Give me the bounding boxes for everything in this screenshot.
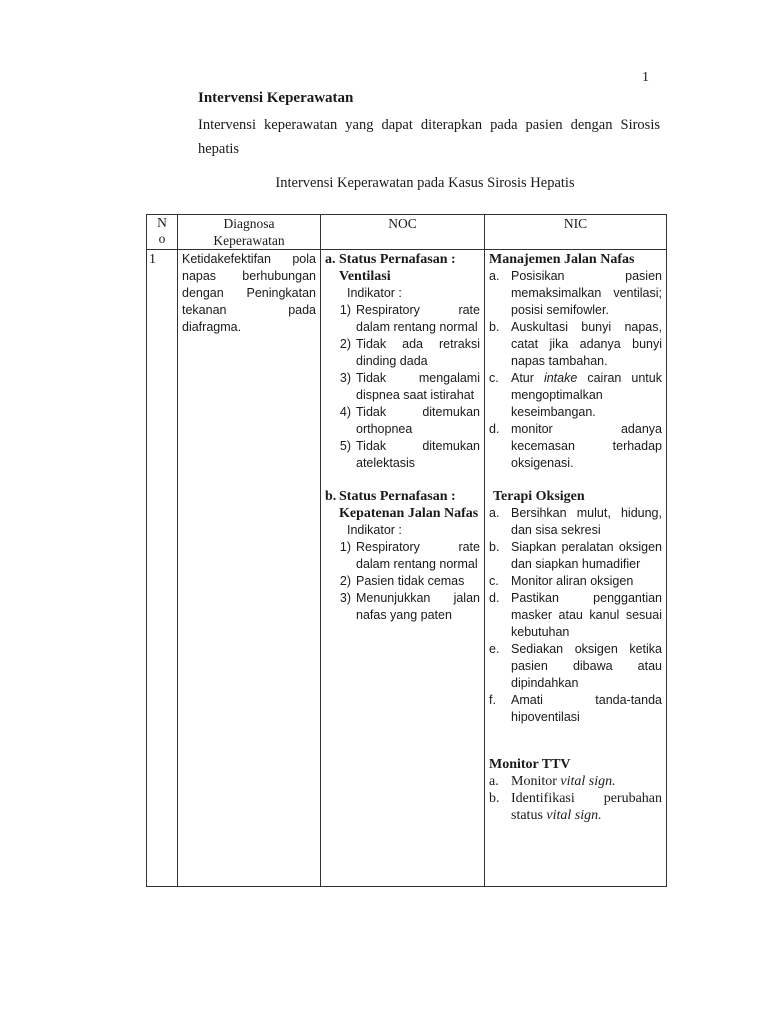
noc-a-indikator: Indikator : [347,286,402,300]
noc-a-item [325,438,480,472]
header-no [147,215,178,250]
list-item-text: Posisikan pasien memaksimalkan ventilasi; posisi semifowler. [511,269,662,317]
nic-section-2-list [489,505,662,726]
list-marker: b. [489,540,500,554]
list-marker: 1) [339,303,351,317]
diagnosa-cell: Ketidakefektifan pola napas berhubungan dengan Peningkatan tekanan pada diafragma. [178,250,321,887]
nic-section-3-title: Monitor TTV [489,757,571,772]
list-item-text: Bersihkan mulut, hidung, dan sisa sekresi [511,506,662,537]
noc-b-list [325,539,480,624]
header-diagnosa-line1: Diagnosa [223,216,275,231]
list-marker: a. [489,269,500,283]
list-item-text: Tidak ditemukan orthopnea [356,405,480,436]
list-item-text: Tidak mengalami dispnea saat istirahat [356,371,480,402]
nic-s2-item [489,692,662,726]
list-marker: 2) [339,574,351,588]
list-item-text: Tidak ada retraksi dinding dada [356,337,480,368]
nic-section-2-title: Terapi Oksigen [493,489,585,504]
list-marker: f. [489,693,496,707]
intervention-table [146,214,667,887]
list-item-text: Auskultasi bunyi napas, catat jika adanya bunyi napas tambahan. [511,320,662,368]
noc-a-item [325,404,480,438]
nic-section-1-list [489,268,662,472]
list-marker: 2) [339,337,351,351]
noc-section-b-title: b. Status Pernafasan : Kepatenan Jalan Nafas [325,489,479,521]
noc-a-list [325,302,480,472]
list-marker: 5) [339,439,351,453]
noc-b-indikator: Indikator : [347,523,402,537]
page-number: 1 [642,70,649,85]
section-heading: Intervensi Keperawatan [198,90,354,106]
list-item-text: Respiratory rate dalam rentang normal [356,540,480,571]
noc-b-item [325,590,480,624]
noc-a-item [325,370,480,404]
list-item-text: Siapkan peralatan oksigen dan siapkan humadifier [511,540,662,571]
table-header-row [147,215,667,250]
list-item-text: Identifikasi perubahan status vital sign. [511,791,662,823]
nic-s1-item [489,421,662,472]
list-marker: a. [489,774,499,789]
list-item-text: Monitor aliran oksigen [511,574,634,588]
list-marker: 3) [339,371,351,385]
header-nic: NIC [485,215,667,250]
noc-a-item [325,302,480,336]
list-marker: 1) [339,540,351,554]
noc-section-a-title: a. Status Pernafasan : Ventilasi [325,252,456,284]
list-marker: c. [489,371,499,385]
nic-s2-item [489,539,662,573]
list-item-text: Pasien tidak cemas [356,574,465,588]
header-noc: NOC [321,215,485,250]
list-item-text: Tidak ditemukan atelektasis [356,439,480,470]
nic-s1-item [489,370,662,421]
list-item-text: monitor adanya kecemasan terhadap oksigenasi. [511,422,662,470]
list-marker: c. [489,574,499,588]
list-marker: e. [489,642,500,656]
noc-b-item [325,539,480,573]
nic-s1-item [489,268,662,319]
nic-s3-item [489,790,662,824]
list-marker: b. [489,791,500,806]
list-marker: b. [489,320,500,334]
list-marker: a. [489,506,500,520]
list-item-text: Amati tanda-tanda hipoventilasi [511,693,662,724]
list-item-text: Pastikan penggantian masker atau kanul sesuai kebutuhan [511,591,662,639]
list-item-text: Sediakan oksigen ketika pasien dibawa atau dipindahkan [511,642,662,690]
nic-s2-item [489,505,662,539]
header-no-line2: o [158,231,166,246]
nic-s1-item [489,319,662,370]
list-item-text: Atur intake cairan untuk mengoptimalkan keseimbangan. [511,371,662,419]
list-item-text: Monitor vital sign. [511,774,616,789]
header-diagnosa [178,215,321,250]
header-no-line1: N [157,215,167,230]
nic-s3-item [489,773,662,790]
nic-section-3-list [489,773,662,824]
nic-cell [485,250,667,887]
intro-paragraph: Intervensi keperawatan yang dapat diterapkan pada pasien dengan Sirosis hepatis [198,117,660,157]
header-diagnosa-line2: Keperawatan [213,233,285,248]
noc-a-item [325,336,480,370]
nic-section-1-title: Manajemen Jalan Nafas [489,252,635,267]
table-row [147,250,667,887]
list-marker: 4) [339,405,351,419]
nic-s2-item [489,590,662,641]
table-caption: Intervensi Keperawatan pada Kasus Sirosis Hepatis [275,175,575,191]
list-item-text: Respiratory rate dalam rentang normal [356,303,480,334]
list-marker: d. [489,591,500,605]
noc-cell [321,250,485,887]
list-item-text: Menunjukkan jalan nafas yang paten [356,591,480,622]
nic-s2-item [489,641,662,692]
noc-b-item [325,573,480,590]
nic-s2-item [489,573,662,590]
row-number: 1 [147,250,178,887]
list-marker: 3) [339,591,351,605]
list-marker: d. [489,422,500,436]
intervention-table-container [146,214,666,887]
